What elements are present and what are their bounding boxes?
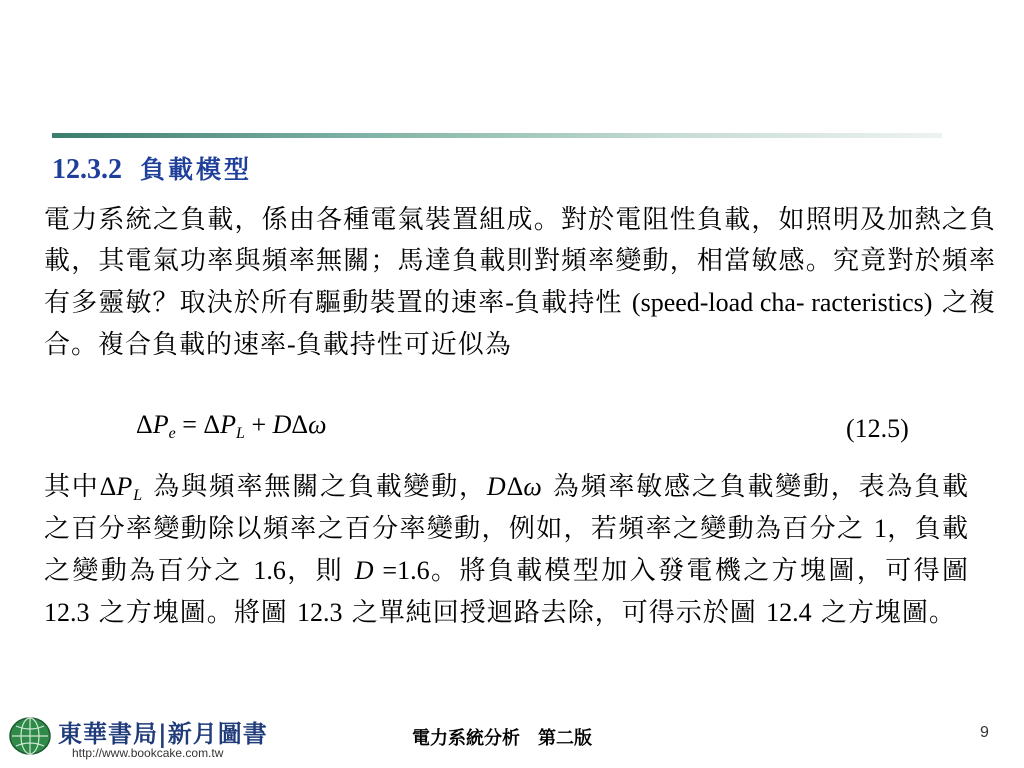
equation-number: (12.5) <box>846 414 909 443</box>
publisher-url[interactable]: http://www.bookcake.com.tw <box>72 746 224 760</box>
publisher-name: 東華書局|新月圖書 <box>58 719 268 748</box>
equation-12-5: $\Delta P_e = \Delta P_L + D\Delta\omega$ <box>136 410 327 442</box>
header-rule <box>52 133 942 138</box>
globe-icon <box>8 716 52 756</box>
page-number: 9 <box>980 724 989 741</box>
section-number: 12.3.2 <box>52 154 122 185</box>
publisher-logo <box>8 712 278 764</box>
body-paragraph-1: 電力系統之負載，係由各種電氣裝置組成。對於電阻性負載，如照明及加熱之負載，其電氣功率與頻率無關；馬達負載則對頻率變動，相當敏感。究竟對於頻率有多靈敏？取決於所有驅動裝置的速率-負載持性 (speed-load cha- racteristics) 之複合。複合負載的速率-負載持性可近似為 <box>44 205 996 360</box>
body-paragraph-2: 其中$\Delta P_L$ 為與頻率無關之負載變動，DΔω 為頻率敏感之負載變動，表為負載之百分率變動除以頻率之百分率變動，例如，若頻率之變動為百分之 1，負載之變動為百分之 1.6，則 D =1.6。將負載模型加入發電機之方塊圖，可得圖 12.3 之方塊圖。將圖 12.3 之單純回授迴路去除，可得示於圖 12.4 之方塊圖。 <box>44 472 969 628</box>
section-heading <box>52 150 252 186</box>
book-title: 電力系統分析 第二版 <box>412 728 592 749</box>
english-term: (speed-load cha- racteristics) <box>631 288 933 317</box>
section-title: 負載模型 <box>140 155 253 184</box>
